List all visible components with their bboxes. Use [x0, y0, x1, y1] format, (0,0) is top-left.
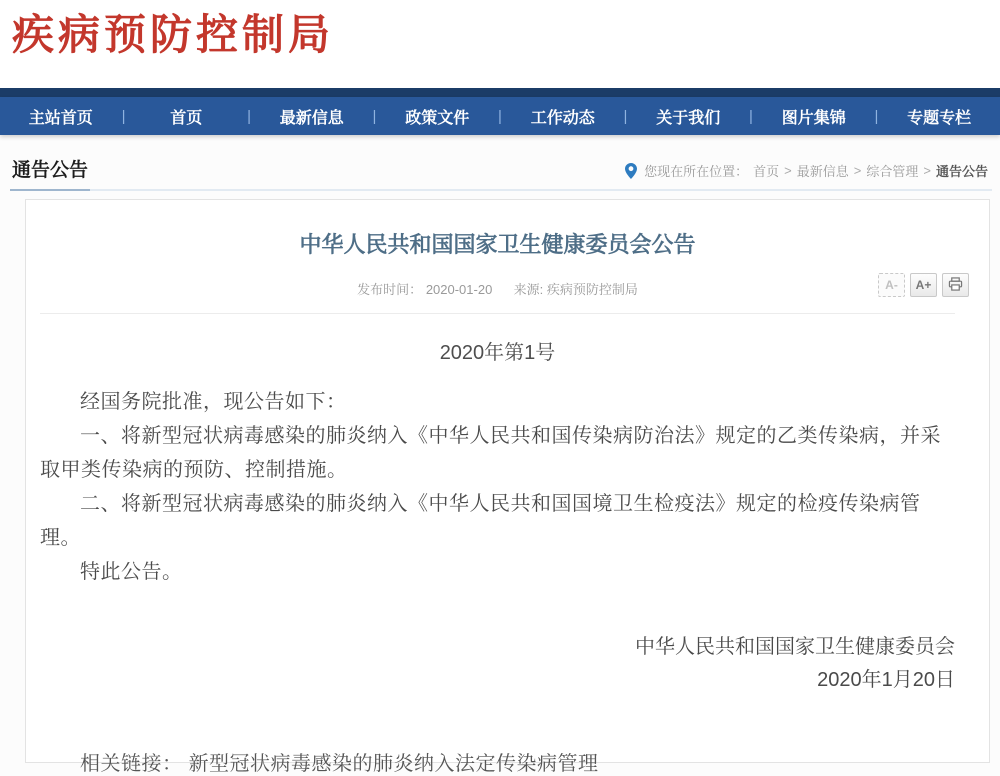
publish-time-value: 2020-01-20: [425, 282, 493, 297]
article-paragraph: 特此公告。: [80, 561, 183, 583]
section-title: 通告公告: [10, 155, 90, 191]
signature-org: 中华人民共和国国家卫生健康委员会: [635, 636, 955, 658]
nav-separator: |: [623, 107, 628, 125]
source-value: 疾病预防控制局: [546, 282, 638, 297]
publish-time-label: 发布时间：: [357, 282, 423, 297]
location-pin-icon: [625, 163, 637, 179]
font-increase-button[interactable]: A+: [910, 273, 937, 297]
signature-date: 2020年1月20日: [817, 669, 955, 691]
article-meta: [40, 279, 955, 314]
nav-top-strip: [0, 88, 1000, 97]
article-tools: [878, 273, 969, 297]
nav-separator: |: [749, 107, 753, 125]
breadcrumb: [625, 161, 988, 189]
article-title: 中华人民共和国国家卫生健康委员会公告: [299, 232, 696, 257]
article-panel: [25, 199, 990, 775]
breadcrumb-label: 您现在所在位置：: [644, 164, 749, 179]
printer-icon: [948, 277, 963, 294]
nav-item-main-home[interactable]: 主站首页: [28, 109, 93, 127]
source-label: 来源:: [513, 282, 544, 297]
article-body: [40, 385, 955, 589]
breadcrumb-item-current: 通告公告: [935, 164, 988, 179]
nav-item-photo-gallery[interactable]: 图片集锦: [781, 109, 846, 127]
signature-block: [40, 631, 955, 697]
nav-item-latest-news[interactable]: 最新信息: [279, 109, 344, 127]
nav-item-special-topics[interactable]: 专题专栏: [907, 109, 972, 127]
article-paragraph: 经国务院批准，现公告如下：: [80, 391, 347, 413]
nav-item-work-updates[interactable]: 工作动态: [530, 109, 595, 127]
site-logo[interactable]: 疾病预防控制局: [12, 11, 335, 58]
breadcrumb-item-latest-news[interactable]: 最新信息: [796, 164, 849, 179]
document-number: 2020年第1号: [439, 342, 556, 364]
nav-separator: |: [247, 107, 251, 125]
site-header: [0, 0, 1000, 88]
main-nav: [0, 97, 1000, 135]
nav-item-home[interactable]: 首页: [170, 109, 203, 127]
article-paragraph: 二、将新型冠状病毒感染的肺炎纳入《中华人民共和国国境卫生检疫法》规定的检疫传染病管理。: [40, 493, 921, 549]
article-paragraph: 一、将新型冠状病毒感染的肺炎纳入《中华人民共和国传染病防治法》规定的乙类传染病，并采取甲类传染病的预防、控制措施。: [40, 425, 941, 481]
breadcrumb-separator: >: [784, 163, 792, 178]
font-decrease-button[interactable]: A-: [878, 273, 905, 297]
breadcrumb-item-home[interactable]: 首页: [753, 164, 780, 179]
print-button[interactable]: [942, 273, 969, 297]
breadcrumb-item-general-management[interactable]: 综合管理: [866, 164, 919, 179]
related-link-item[interactable]: 新型冠状病毒感染的肺炎纳入法定传染病管理: [188, 753, 599, 775]
nav-item-policy-documents[interactable]: 政策文件: [405, 109, 470, 127]
related-links-label: 相关链接：: [80, 753, 183, 775]
nav-separator: |: [121, 107, 126, 125]
nav-separator: |: [372, 107, 377, 125]
subheader: [10, 135, 992, 191]
breadcrumb-separator: >: [923, 163, 931, 178]
breadcrumb-separator: >: [853, 163, 862, 178]
nav-separator: |: [498, 107, 502, 125]
related-links: [40, 747, 955, 776]
nav-separator: |: [874, 107, 879, 125]
nav-item-about-us[interactable]: 关于我们: [656, 109, 721, 127]
